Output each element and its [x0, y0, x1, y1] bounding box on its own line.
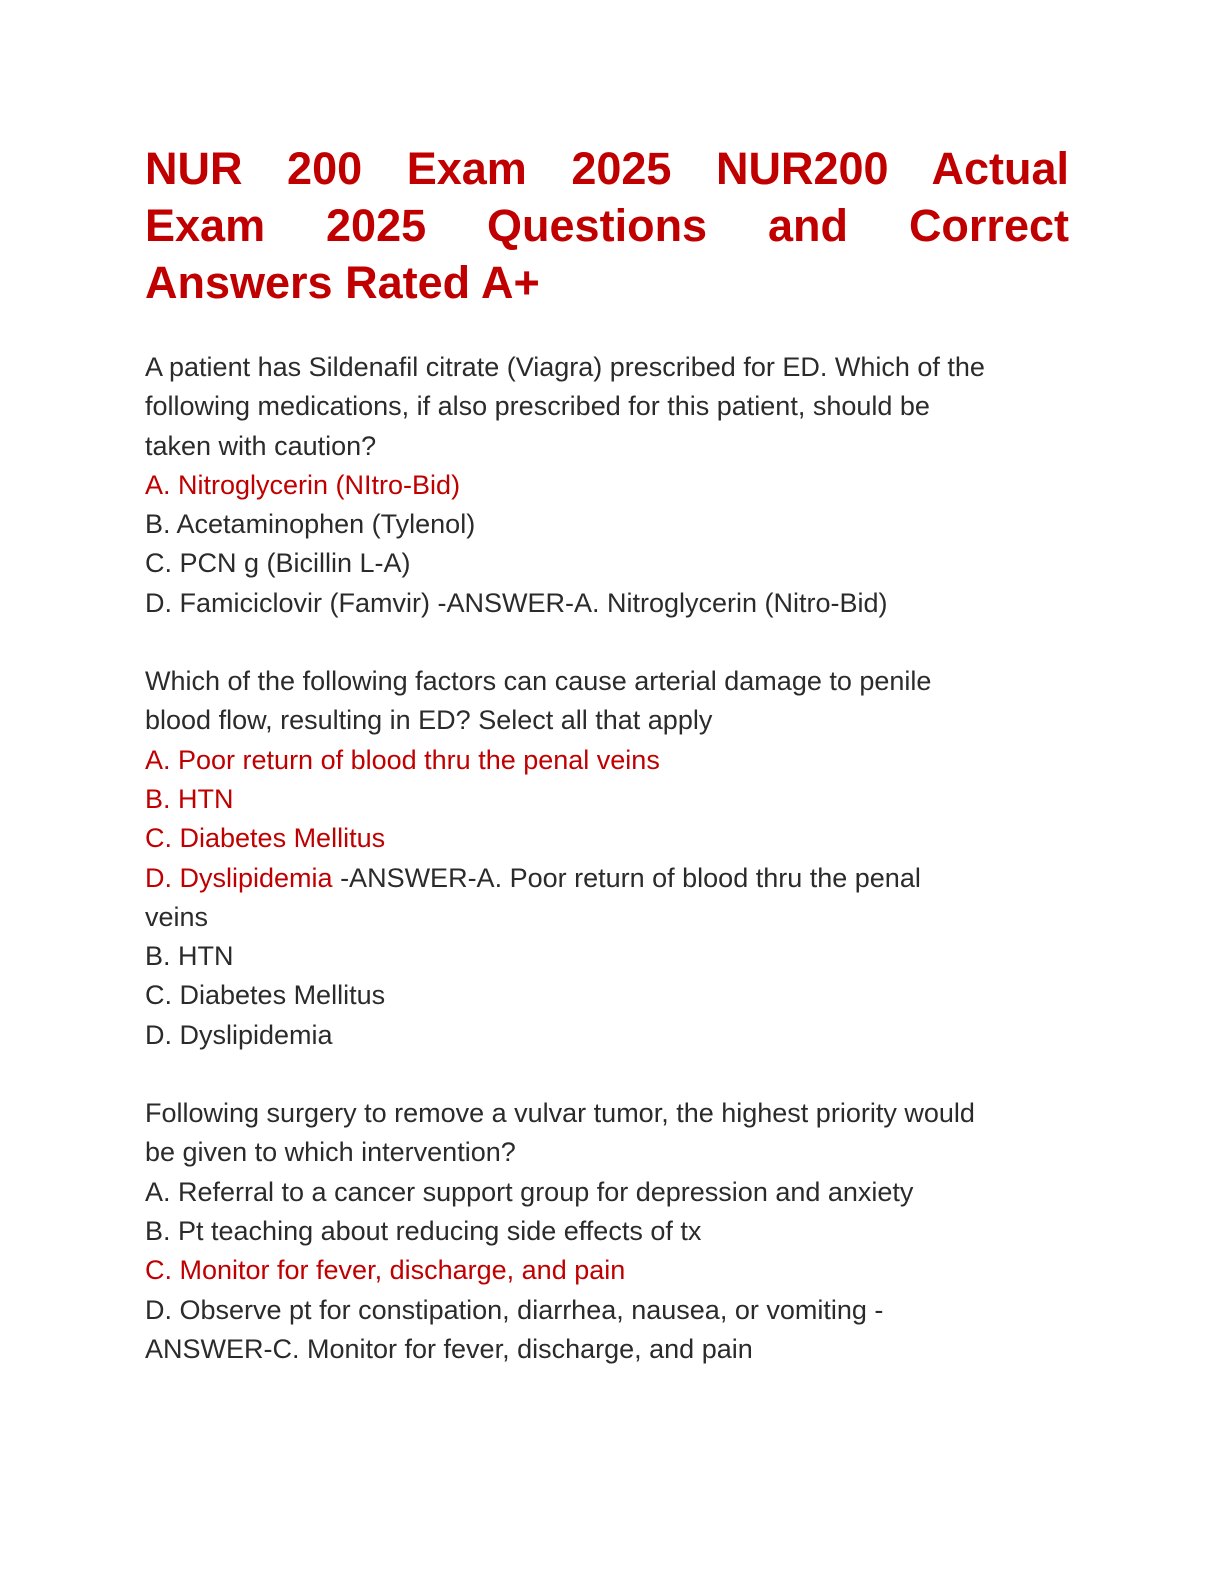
question-2-answer-b: B. HTN	[145, 941, 234, 972]
question-2-option-b: B. HTN	[145, 783, 234, 814]
question-3-answer: ANSWER-C. Monitor for fever, discharge, and pain	[145, 1333, 753, 1364]
question-2-answer-line-2: veins	[145, 901, 209, 932]
question-1-stem-line-3: taken with caution?	[145, 430, 377, 461]
question-1-option-b: B. Acetaminophen (Tylenol)	[145, 509, 476, 540]
title-line-1: NUR 200 Exam 2025 NUR200 Actual	[145, 143, 1069, 194]
question-3-stem-line-2: be given to which intervention?	[145, 1137, 516, 1168]
question-2	[145, 662, 1069, 1055]
question-3-stem-line-1: Following surgery to remove a vulvar tumor, the highest priority would	[145, 1098, 975, 1129]
question-2-answer-line-1: -ANSWER-A. Poor return of blood thru the penal	[332, 862, 921, 893]
question-2-answer-c: C. Diabetes Mellitus	[145, 980, 386, 1011]
question-2-answer-d: D. Dyslipidemia	[145, 1019, 333, 1050]
question-2-stem-line-1: Which of the following factors can cause arterial damage to penile	[145, 666, 932, 697]
title-line-2: Exam 2025 Questions and Correct	[145, 200, 1069, 251]
question-1-stem-line-2: following medications, if also prescribed for this patient, should be	[145, 391, 930, 422]
document-page	[145, 140, 1069, 1369]
question-3-option-d: D. Observe pt for constipation, diarrhea, nausea, or vomiting -	[145, 1294, 884, 1325]
question-2-option-d-line	[145, 859, 1069, 898]
title-line-3: Answers Rated A+	[145, 257, 540, 308]
question-1-option-c: C. PCN g (Bicillin L-A)	[145, 548, 411, 579]
question-2-option-d: D. Dyslipidemia	[145, 862, 333, 893]
question-1	[145, 348, 1069, 623]
question-1-option-a: A. Nitroglycerin (NItro-Bid)	[145, 469, 461, 500]
question-2-option-a: A. Poor return of blood thru the penal veins	[145, 744, 660, 775]
document-title	[145, 140, 1069, 311]
question-2-option-c: C. Diabetes Mellitus	[145, 823, 386, 854]
question-3-option-a: A. Referral to a cancer support group for depression and anxiety	[145, 1176, 914, 1207]
question-2-stem-line-2: blood flow, resulting in ED? Select all that apply	[145, 705, 713, 736]
question-3-option-b: B. Pt teaching about reducing side effects of tx	[145, 1215, 702, 1246]
question-1-stem-line-1: A patient has Sildenafil citrate (Viagra) prescribed for ED. Which of the	[145, 352, 985, 382]
question-3	[145, 1094, 1069, 1369]
question-1-option-d-and-answer: D. Famiciclovir (Famvir) -ANSWER-A. Nitroglycerin (Nitro-Bid)	[145, 587, 888, 618]
question-3-option-c: C. Monitor for fever, discharge, and pain	[145, 1255, 626, 1286]
